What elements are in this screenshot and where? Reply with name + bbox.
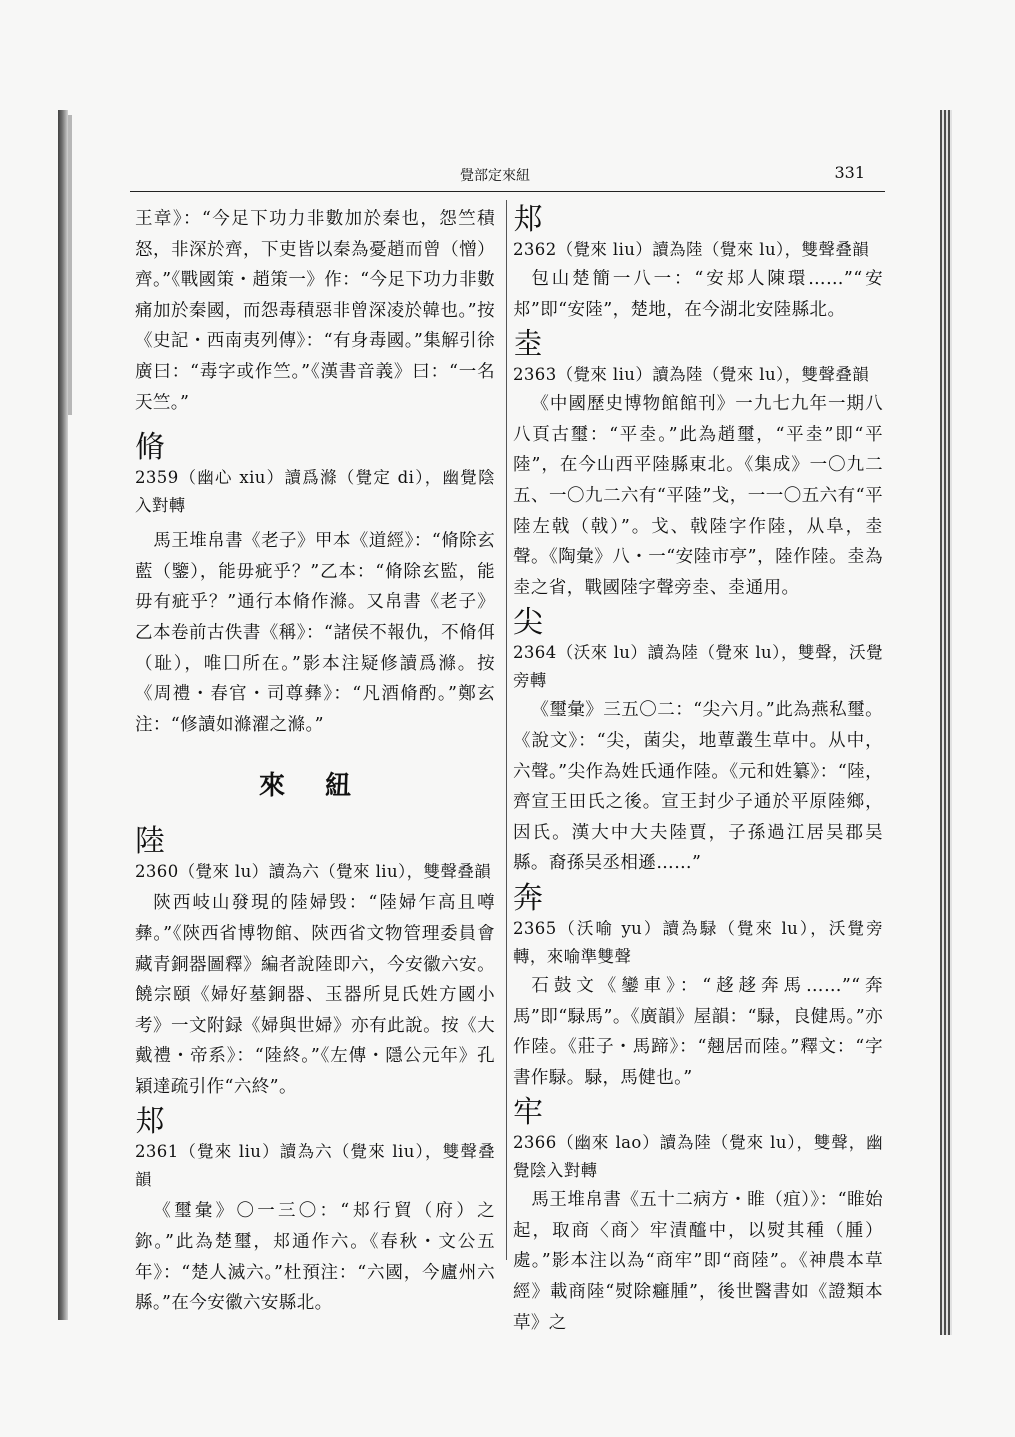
entry-2366-line: 2366（幽來 lao）讀為陸（覺來 lu），雙聲，幽覺陰入對轉 [513, 1133, 883, 1181]
entry-2365-line: 2365（沃喻 yu）讀為騄（覺來 lu），沃覺旁轉，來喻準雙聲 [513, 918, 883, 966]
entry-2362-body: 包山楚簡一八一：“安邞人陳環……”“安邞”即“安陸”，楚地，在今湖北安陸縣北。 [513, 269, 883, 320]
entry-2365-body: 石鼓文《鑾車》：“趍趍奔馬……”“奔馬”即“騄馬”。《廣韻》屋韻：“騄，良健馬。”亦作陸。《莊子・馬蹄》：“翹居而陸。”釋文：“字書作騄。騄，馬健也。” [513, 975, 883, 1088]
entry-2362-headword: 邞 [513, 202, 543, 237]
running-header-title: 覺部定來紐 [460, 168, 530, 184]
entry-2366-headword: 牢 [513, 1095, 543, 1131]
entry-2360-line: 2360（覺來 lu）讀為六（覺來 liu），雙聲叠韻 [135, 862, 492, 882]
entry-2360-headword: 陸 [135, 824, 165, 860]
entry-2364-headword: 尖 [513, 605, 543, 641]
page-number: 331 [834, 163, 865, 182]
entry-2366-body: 馬王堆帛書《五十二病方・睢（疽）》：“睢始起，取商〈商〉牢漬醯中，以熨其種（腫）處。”影本注以為“商牢”即“商陸”。《神農本草經》載商陸“熨除癰腫”，後世醫書如《證類本草》之 [513, 1190, 883, 1333]
binding-shadow-left-inner [68, 115, 72, 415]
entry-2361-headword: 邞 [135, 1104, 165, 1140]
header-rule [130, 191, 885, 192]
right-column [513, 204, 883, 1338]
entry-2363-body: 《中國歷史博物館館刊》一九七九年一期八八頁古璽：“平坴。”此為趙璽，“平坴”即“平陸”，在今山西平陸縣東北。《集成》一〇九二五、一〇九二六有“平陸”戈，一一〇五六有“平陸左戟（戟）”。戈、戟陸字作陸，从阜，坴聲。《陶彙》八・一“安陸市亭”，陸作陸。坴為坴之省，戰國陸字聲旁坴、坴通用。 [513, 394, 883, 598]
entry-2362-line: 2362（覺來 liu）讀為陸（覺來 lu），雙聲叠韻 [513, 240, 870, 259]
binding-shadow-left [58, 110, 68, 1320]
entry-2361-body: 《璽彙》〇一三〇：“邞行貿（府）之鉨。”此為楚璽，邞通作六。《春秋・文公五年》：“楚人滅六。”杜預注：“六國，今廬州六縣。”在今安徽六安縣北。 [135, 1201, 495, 1314]
continued-paragraph: 王章》：“今足下功力非數加於秦也，怨竺積怒，非深於齊，下吏皆以秦為憂趙而曾（憎）齊。”《戰國策・趙策一》作：“今足下功力非數痛加於秦國，而怨毒積惡非曾深凌於韓也。”按《史記・西南夷列傳》：“有身毒國。”集解引徐廣曰：“毒字或作竺。”《漢書音義》曰：“一名天竺。” [135, 209, 495, 413]
binding-shadow-right [940, 110, 952, 1335]
running-header [130, 165, 895, 189]
entry-2363-line: 2363（覺來 liu）讀為陸（覺來 lu），雙聲叠韻 [513, 365, 870, 385]
entry-2359-line: 2359（幽心 xiu）讀爲滌（覺定 di），幽覺陰入對轉 [135, 468, 495, 516]
column-divider [506, 200, 507, 1260]
entry-2365-headword: 奔 [513, 880, 543, 916]
entry-2361-line: 2361（覺來 liu）讀為六（覺來 liu），雙聲叠韻 [135, 1142, 495, 1190]
entry-2363-headword: 坴 [513, 327, 543, 363]
entry-2364-line: 2364（沃來 lu）讀為陸（覺來 lu），雙聲，沃覺旁轉 [513, 643, 883, 691]
section-title: 來紐 [258, 771, 391, 802]
entry-2359-body: 馬王堆帛書《老子》甲本《道經》：“脩除玄藍（鑒），能毋疵乎？”乙本：“脩除玄監，能毋有疵乎？”通行本脩作滌。又帛書《老子》乙本卷前古佚書《稱》：“諸侯不報仇，不脩佴（耻），唯囗所在。”影本注疑修讀爲滌。按《周禮・春官・司尊彝》：“凡酒脩酌。”鄭玄注：“修讀如滌濯之滌。” [135, 531, 495, 735]
entry-2364-body: 《璽彙》三五〇二：“尖六月。”此為燕私璽。《說文》：“尖，菌尖，地蕈叢生草中。从中，六聲。”尖作為姓氏通作陸。《元和姓纂》：“陸，齊宣王田氏之後。宣王封少子通於平原陸鄉，因氏。漢大中大夫陸賈，子孫過江居吴郡吴縣。裔孫吴丞相遜……” [513, 700, 883, 874]
entry-2359-headword: 脩 [135, 430, 165, 466]
left-column [135, 204, 495, 1319]
entry-2360-body: 陝西岐山發現的陸婦毁：“陸婦乍高且噂彝。”《陝西省博物館、陝西省文物管理委員會藏青銅器圖釋》編者說陸即六，今安徽六安。饒宗頤《婦好墓銅器、玉器所見氏姓方國小考》一文附録《婦與世婦》亦有此說。按《大戴禮・帝系》：“陸終。”《左傳・隱公元年》孔穎達疏引作“六終”。 [135, 893, 495, 1097]
